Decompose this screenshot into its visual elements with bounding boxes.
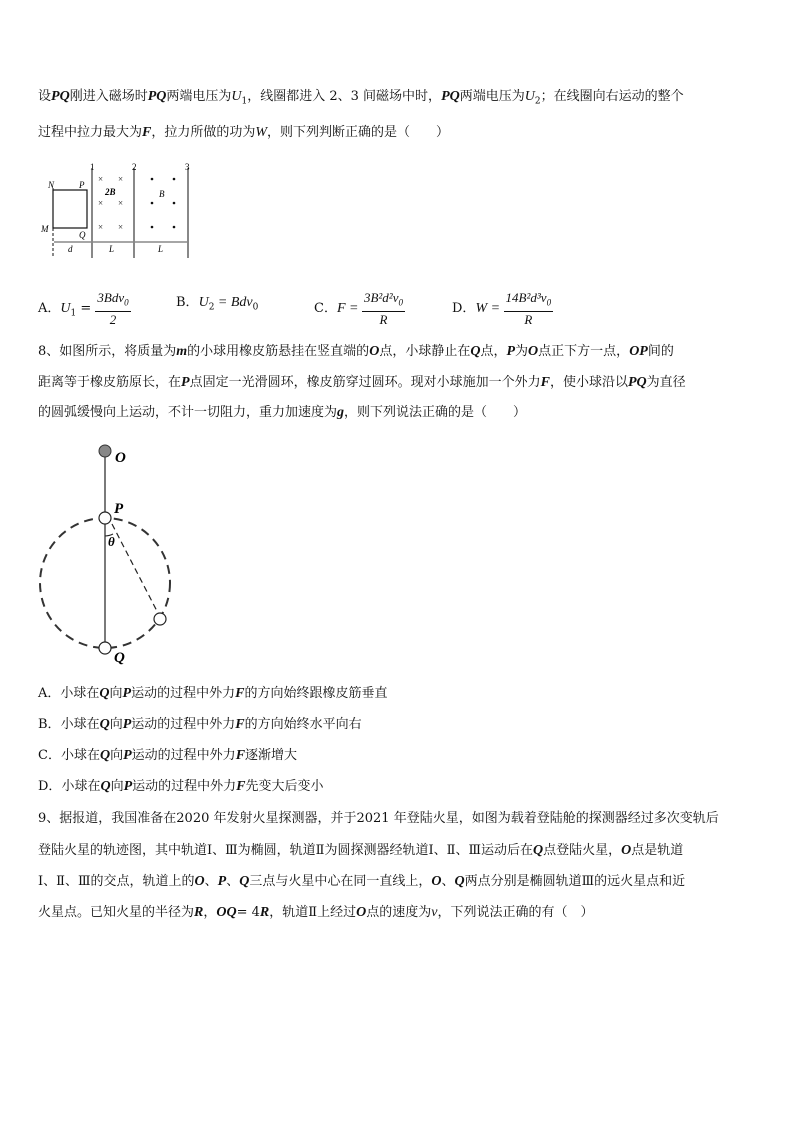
subscript: 1 <box>70 308 77 319</box>
var-u: U <box>198 295 209 310</box>
var-u: U <box>524 89 535 104</box>
text: 先变大后变小 <box>245 779 324 794</box>
var-q: Q <box>239 874 250 889</box>
label-q: Q <box>79 230 86 240</box>
var-o: O <box>431 874 442 889</box>
q7-option-b <box>176 294 258 317</box>
denominator: 2 <box>109 311 117 327</box>
q7-line-1 <box>38 88 684 111</box>
var-o: O <box>621 843 632 858</box>
var-p: P <box>122 686 132 701</box>
text: ，使小球沿以 <box>549 375 628 390</box>
option-label: B． <box>176 295 199 310</box>
q7-option-c <box>314 290 405 327</box>
label-n: N <box>48 180 55 190</box>
var-o: O <box>194 874 205 889</box>
text: 过程中拉力最大为 <box>38 125 143 140</box>
option-label: C． <box>314 300 337 316</box>
subscript: 1 <box>241 96 248 107</box>
text: 逐渐增大 <box>245 748 298 763</box>
svg-text:×: × <box>118 198 124 208</box>
text: ， <box>203 905 217 920</box>
q8-option-b <box>38 716 362 734</box>
var-q: Q <box>454 874 465 889</box>
fraction <box>504 290 554 327</box>
var-r: R <box>194 905 204 920</box>
denominator: R <box>524 311 533 327</box>
q8-line-3 <box>38 404 526 422</box>
text: 向 <box>110 779 124 794</box>
var-p: P <box>123 748 132 763</box>
text: 刚进入磁场时 <box>69 89 148 104</box>
var-oq: OQ <box>216 905 237 920</box>
var-f: F <box>235 748 246 763</box>
q8-line-1 <box>38 343 674 361</box>
coil-frame <box>53 190 87 228</box>
label-2: 2 <box>132 162 137 172</box>
label-3: 3 <box>185 162 190 172</box>
text: ，拉力所做的功为 <box>151 125 256 140</box>
text: 点正下方一点， <box>538 344 630 359</box>
svg-text:×: × <box>118 174 124 184</box>
label-d: d <box>68 244 73 254</box>
stretched-rubber-band <box>112 524 159 615</box>
label-b: B <box>159 189 165 199</box>
var-q: Q <box>533 843 544 858</box>
label-q: Q <box>114 650 125 666</box>
text: 9、据报道，我国准备在2020 年发射火星探测器，并于2021 年登陆火星，如图为载着登陆舱的探测器经过多次变轨后 <box>38 811 719 826</box>
text: 两端电压为 <box>459 89 525 104</box>
var-q: Q <box>470 344 481 359</box>
label-l2: L <box>158 244 164 254</box>
label-p: P <box>114 501 124 517</box>
var-q: Q <box>99 686 110 701</box>
svg-text:×: × <box>98 174 104 184</box>
option-label: D． <box>38 779 62 794</box>
var-f: F <box>236 779 246 794</box>
fraction <box>95 290 130 327</box>
text: 三点与火星中心在同一直线上， <box>249 874 432 889</box>
text: 间的 <box>647 344 674 359</box>
ball-q <box>99 642 111 654</box>
var-p: P <box>506 344 516 359</box>
var-o: O <box>356 905 367 920</box>
var-o: O <box>369 344 380 359</box>
text: 点固定一光滑圆环，橡皮筋穿过圆环。现对小球施加一个外力 <box>189 375 541 390</box>
q8-option-c <box>38 747 297 765</box>
text: 点，小球静止在 <box>379 344 471 359</box>
text: 点， <box>480 344 507 359</box>
q8-option-d <box>38 778 324 796</box>
expression: W = <box>475 300 504 316</box>
text: 运动的过程中外力 <box>131 748 236 763</box>
var-v: v <box>431 905 438 920</box>
text: 的小球用橡皮筋悬挂在竖直端的 <box>187 344 370 359</box>
subscript: 0 <box>398 297 403 308</box>
option-label: A． <box>38 686 61 701</box>
text: 设 <box>38 89 52 104</box>
var-u: U <box>231 89 242 104</box>
text: 运动的过程中外力 <box>131 717 236 732</box>
text: Ⅰ、Ⅱ、Ⅲ的交点，轨道上的 <box>38 874 195 889</box>
fixed-point-o <box>99 445 111 457</box>
ball-moving <box>154 613 166 625</box>
numerator: 3Bdv <box>97 290 125 305</box>
text: 距离等于橡皮筋原长，在 <box>38 375 182 390</box>
var-p: P <box>217 874 227 889</box>
numerator: 14B²d³v <box>505 290 547 305</box>
q7-line-2 <box>38 124 449 142</box>
text: 、 <box>226 874 240 889</box>
ring-p <box>99 512 111 524</box>
q9-line-3 <box>38 873 685 891</box>
label-o: O <box>115 450 126 466</box>
text: 点的速度为 <box>366 905 432 920</box>
text: 、 <box>441 874 455 889</box>
var-r: R <box>259 905 270 920</box>
q7-figure <box>38 160 198 262</box>
text: ；在线圈向右运动的整个 <box>540 89 684 104</box>
option-label: A． <box>38 300 61 316</box>
q7-option-a <box>38 290 131 327</box>
text: = 4 <box>236 905 260 920</box>
var-p: P <box>181 375 190 390</box>
text: 、 <box>204 874 218 889</box>
text: 8、如图所示，将质量为 <box>38 344 177 359</box>
equals: = <box>76 300 96 316</box>
text: 运动的过程中外力 <box>132 779 237 794</box>
q8-option-a <box>38 685 387 703</box>
text: ，则下列判断正确的是（ ） <box>267 125 450 140</box>
q8-line-2 <box>38 374 686 392</box>
var-u: U <box>60 300 71 316</box>
text: 小球在 <box>60 717 100 732</box>
text: 向 <box>109 686 123 701</box>
subscript: 2 <box>534 96 541 107</box>
var-pq: PQ <box>441 89 460 104</box>
text: 的方向始终水平向右 <box>244 717 362 732</box>
label-l1: L <box>109 244 115 254</box>
text: ，下列说法正确的有（ ） <box>437 905 594 920</box>
var-pq: PQ <box>51 89 70 104</box>
var-q: Q <box>99 748 111 763</box>
q9-line-4 <box>38 904 593 922</box>
var-f: F <box>540 375 550 390</box>
text: 运动的过程中外力 <box>131 686 236 701</box>
var-f: F <box>235 717 245 732</box>
text: 小球在 <box>60 686 100 701</box>
var-f: F <box>142 125 152 140</box>
var-p: P <box>122 717 132 732</box>
text: 向 <box>110 748 124 763</box>
expression: F = <box>336 300 362 316</box>
denominator: R <box>379 311 388 327</box>
text: 为直径 <box>646 375 686 390</box>
label-m: M <box>41 224 49 234</box>
option-label: B． <box>38 717 61 732</box>
q7-option-d <box>452 290 553 327</box>
svg-text:×: × <box>98 198 104 208</box>
var-pq: PQ <box>147 89 167 104</box>
var-o: O <box>528 344 539 359</box>
cross-field-marks <box>98 174 123 232</box>
var-w: W <box>255 125 268 140</box>
label-theta: θ <box>108 534 115 549</box>
subscript: 0 <box>124 297 129 308</box>
var-g: g <box>337 405 345 420</box>
expression: = Bdv <box>214 295 253 310</box>
subscript: 2 <box>208 302 215 313</box>
q9-line-2 <box>38 842 683 860</box>
svg-text:×: × <box>118 222 124 232</box>
text: 小球在 <box>61 779 101 794</box>
var-pq: PQ <box>627 375 647 390</box>
var-m: m <box>176 344 188 359</box>
option-label: D． <box>452 300 476 316</box>
numerator: 3B²d²v <box>363 290 399 305</box>
label-2b: 2B <box>105 187 116 197</box>
text: 点是轨道 <box>631 843 684 858</box>
option-label: C． <box>38 748 61 763</box>
text: ，轨道Ⅱ上经过 <box>269 905 357 920</box>
var-op: OP <box>629 344 648 359</box>
label-1: 1 <box>90 162 95 172</box>
svg-text:×: × <box>98 222 104 232</box>
text: ，则下列说法正确的是（ ） <box>344 405 527 420</box>
subscript: 0 <box>252 302 259 313</box>
text: 的圆弧缓慢向上运动，不计一切阻力，重力加速度为 <box>38 405 338 420</box>
var-q: Q <box>99 717 110 732</box>
q9-line-1 <box>38 810 719 828</box>
q8-figure <box>30 438 180 668</box>
dot-field-marks <box>151 178 176 229</box>
text: 小球在 <box>60 748 100 763</box>
text: 两点分别是椭圆轨道Ⅲ的远火星点和近 <box>464 874 686 889</box>
text: 的方向始终跟橡皮筋垂直 <box>244 686 388 701</box>
text: ，线圈都进入 2、3 间磁场中时， <box>247 89 442 104</box>
label-p: P <box>79 180 85 190</box>
var-q: Q <box>100 779 111 794</box>
subscript: 0 <box>546 297 552 308</box>
fraction <box>362 290 405 327</box>
text: 为 <box>515 344 529 359</box>
var-p: P <box>123 779 133 794</box>
text: 点登陆火星， <box>543 843 622 858</box>
text: 登陆火星的轨迹图，其中轨道Ⅰ、Ⅲ为椭圆，轨道Ⅱ为圆探测器经轨道Ⅰ、Ⅱ、Ⅲ运动后在 <box>38 843 534 858</box>
text: 两端电压为 <box>166 89 232 104</box>
text: 火星点。已知火星的半径为 <box>38 905 195 920</box>
text: 向 <box>109 717 123 732</box>
var-f: F <box>235 686 245 701</box>
